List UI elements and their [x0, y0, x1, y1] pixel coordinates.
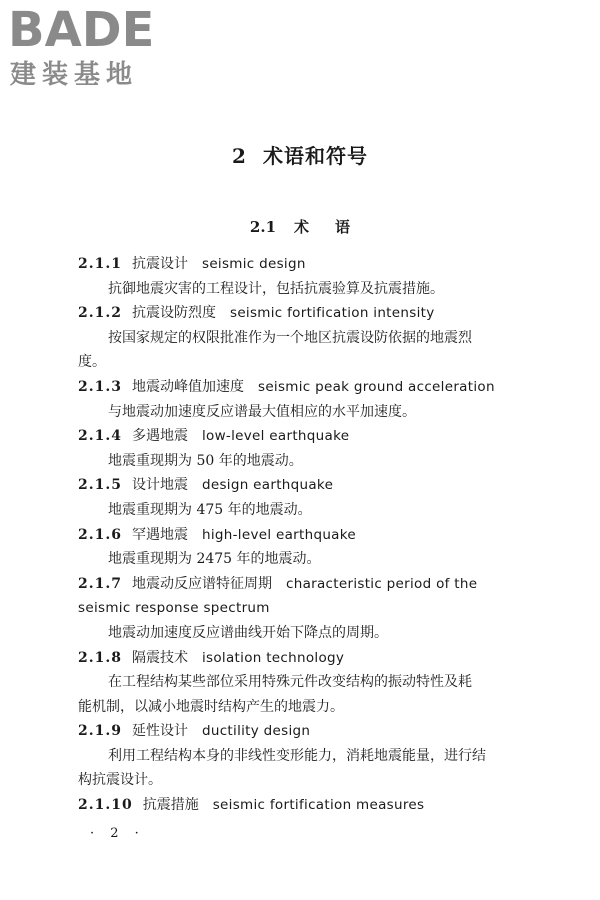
term-en: low-level earthquake [201, 428, 350, 445]
term-heading [78, 301, 528, 326]
logo-wordmark: BADE [8, 2, 155, 58]
term-en: seismic fortification intensity [229, 305, 435, 322]
term-en: seismic design [201, 256, 306, 272]
section-title [0, 216, 600, 237]
term-heading [78, 793, 528, 818]
term-definition: 抗御地震灾害的工程设计，包括抗震验算及抗震措施。 [108, 280, 444, 297]
term-definition: 利用工程结构本身的非线性变形能力，消耗地震能量，进行结 [108, 747, 486, 764]
term-cn: 抗震设计 [131, 256, 188, 272]
term-heading [78, 719, 528, 744]
term-en: design earthquake [201, 477, 334, 494]
term-heading [78, 646, 528, 671]
term-heading [78, 375, 528, 400]
term-number: 2.1.5 [78, 477, 122, 494]
term-number: 2.1.6 [78, 526, 122, 543]
term-definition-cont: 度。 [78, 354, 106, 371]
term-en: ductility design [201, 723, 311, 740]
term-number: 2.1.1 [78, 256, 122, 272]
term-en: high-level earthquake [201, 526, 356, 543]
section-title-part2: 语 [335, 218, 351, 236]
term-number: 2.1.4 [78, 428, 122, 445]
term-heading [78, 572, 528, 597]
term-definition: 在工程结构某些部位采用特殊元件改变结构的振动特性及耗 [108, 674, 472, 691]
term-en: seismic fortification measures [212, 797, 425, 814]
term-definition: 地震重现期为 475 年的地震动。 [108, 501, 312, 518]
term-cn: 隔震技术 [131, 649, 188, 666]
logo-subtitle: 建装基地 [10, 60, 139, 90]
term-cn: 罕遇地震 [131, 526, 188, 543]
term-definition: 地震动加速度反应谱曲线开始下降点的周期。 [108, 624, 388, 641]
term-definition-cont: 构抗震设计。 [78, 772, 162, 789]
term-number: 2.1.3 [78, 378, 122, 395]
term-heading [78, 473, 528, 498]
term-definition: 按国家规定的权限批准作为一个地区抗震设防依据的地震烈 [108, 329, 472, 346]
term-definition: 地震重现期为 50 年的地震动。 [108, 452, 303, 469]
term-en-cont: seismic response spectrum [78, 600, 270, 617]
chapter-title-text: 术语和符号 [262, 144, 368, 168]
term-cn: 多遇地震 [131, 428, 188, 445]
term-number: 2.1.8 [78, 649, 122, 666]
term-en: isolation technology [201, 649, 345, 666]
term-cn: 地震动峰值加速度 [131, 378, 244, 395]
term-number: 2.1.10 [78, 797, 133, 814]
term-number: 2.1.7 [78, 575, 122, 592]
term-heading [78, 252, 528, 277]
section-title-part1: 术 [294, 218, 310, 236]
term-heading [78, 523, 528, 548]
term-en: seismic peak ground acceleration [257, 378, 495, 395]
term-definition: 与地震动加速度反应谱最大值相应的水平加速度。 [108, 403, 416, 420]
term-cn: 延性设计 [131, 723, 188, 740]
term-en: characteristic period of the [285, 575, 478, 592]
chapter-number: 2 [232, 144, 247, 168]
term-definition-cont: 能机制，以减小地震时结构产生的地震力。 [78, 698, 344, 715]
chapter-title [0, 140, 600, 169]
term-number: 2.1.2 [78, 305, 122, 322]
term-cn: 地震动反应谱特征周期 [131, 575, 272, 592]
terms-list [78, 252, 528, 818]
term-cn: 设计地震 [131, 477, 188, 494]
logo [8, 4, 178, 94]
page-number: · 2 · [90, 826, 145, 841]
term-cn: 抗震措施 [142, 797, 199, 814]
term-cn: 抗震设防烈度 [131, 305, 216, 322]
term-heading [78, 424, 528, 449]
term-number: 2.1.9 [78, 723, 122, 740]
section-number: 2.1 [249, 218, 277, 236]
term-definition: 地震重现期为 2475 年的地震动。 [108, 551, 321, 568]
